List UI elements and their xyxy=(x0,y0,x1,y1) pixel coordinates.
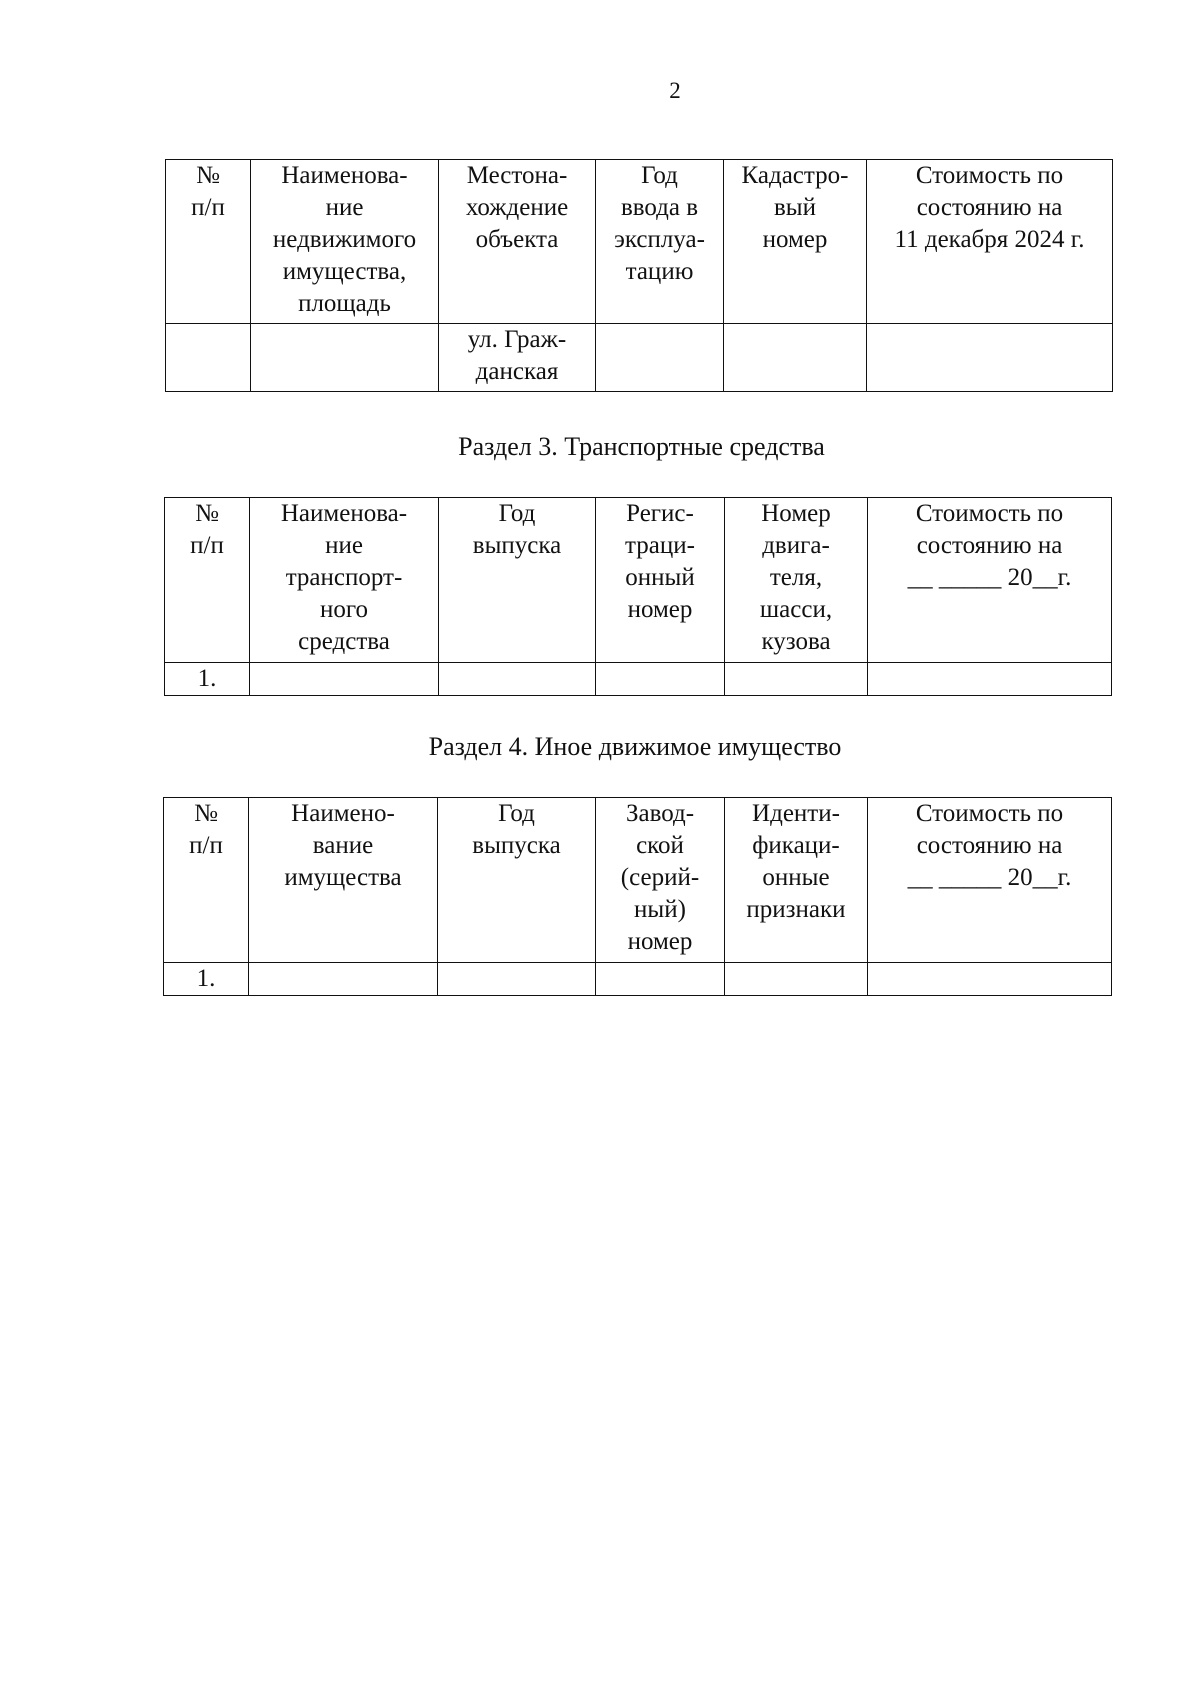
table-cell xyxy=(724,324,867,392)
table-header-row xyxy=(165,498,1112,663)
header-cell-name: Наименова- ние недвижимого имущества, площадь xyxy=(251,160,439,324)
section-3-title: Раздел 3. Транспортные средства xyxy=(458,432,825,461)
header-cell-serial-number: Завод- ской (серий- ный) номер xyxy=(596,798,725,963)
header-cell-value: Стоимость по состоянию на __ _____ 20__г. xyxy=(868,798,1112,963)
header-cell-property-name: Наимено- вание имущества xyxy=(249,798,438,963)
vehicles-table xyxy=(164,497,1112,696)
table-cell xyxy=(596,324,724,392)
table-cell xyxy=(249,963,438,996)
real-estate-table xyxy=(165,159,1113,392)
table-cell xyxy=(251,324,439,392)
header-cell-value: Стоимость по состоянию на 11 декабря 2024 г. xyxy=(867,160,1113,324)
table-row xyxy=(166,324,1113,392)
header-cell-registration: Регис- траци- онный номер xyxy=(596,498,725,663)
header-cell-value: Стоимость по состоянию на __ _____ 20__г. xyxy=(868,498,1112,663)
header-cell-location: Местона- хождение объекта xyxy=(439,160,596,324)
table-cell xyxy=(166,324,251,392)
table-cell xyxy=(438,963,596,996)
table-cell xyxy=(867,324,1113,392)
table-cell xyxy=(596,963,725,996)
table-cell xyxy=(725,663,868,696)
table-cell xyxy=(596,663,725,696)
table-cell xyxy=(868,963,1112,996)
header-cell-engine-number: Номер двига- теля, шасси, кузова xyxy=(725,498,868,663)
table-cell: 1. xyxy=(164,963,249,996)
page-number: 2 xyxy=(669,78,681,103)
table-cell xyxy=(868,663,1112,696)
table-cell xyxy=(250,663,439,696)
header-cell-vehicle-name: Наименова- ние транспорт- ного средства xyxy=(250,498,439,663)
section-4-title: Раздел 4. Иное движимое имущество xyxy=(428,732,842,761)
header-cell-number: № п/п xyxy=(164,798,249,963)
header-cell-year: Год ввода в эксплуа- тацию xyxy=(596,160,724,324)
table-row xyxy=(164,963,1112,996)
table-header-row xyxy=(166,160,1113,324)
header-cell-year: Год выпуска xyxy=(439,498,596,663)
table-cell: ул. Граж- данская xyxy=(439,324,596,392)
table-header-row xyxy=(164,798,1112,963)
header-cell-identification: Иденти- фикаци- онные признаки xyxy=(725,798,868,963)
header-cell-number: № п/п xyxy=(165,498,250,663)
header-cell-cadastral: Кадастро- вый номер xyxy=(724,160,867,324)
table-cell: 1. xyxy=(165,663,250,696)
header-cell-year: Год выпуска xyxy=(438,798,596,963)
table-row xyxy=(165,663,1112,696)
movable-property-table xyxy=(163,797,1112,996)
header-cell-number: № п/п xyxy=(166,160,251,324)
table-cell xyxy=(439,663,596,696)
table-cell xyxy=(725,963,868,996)
